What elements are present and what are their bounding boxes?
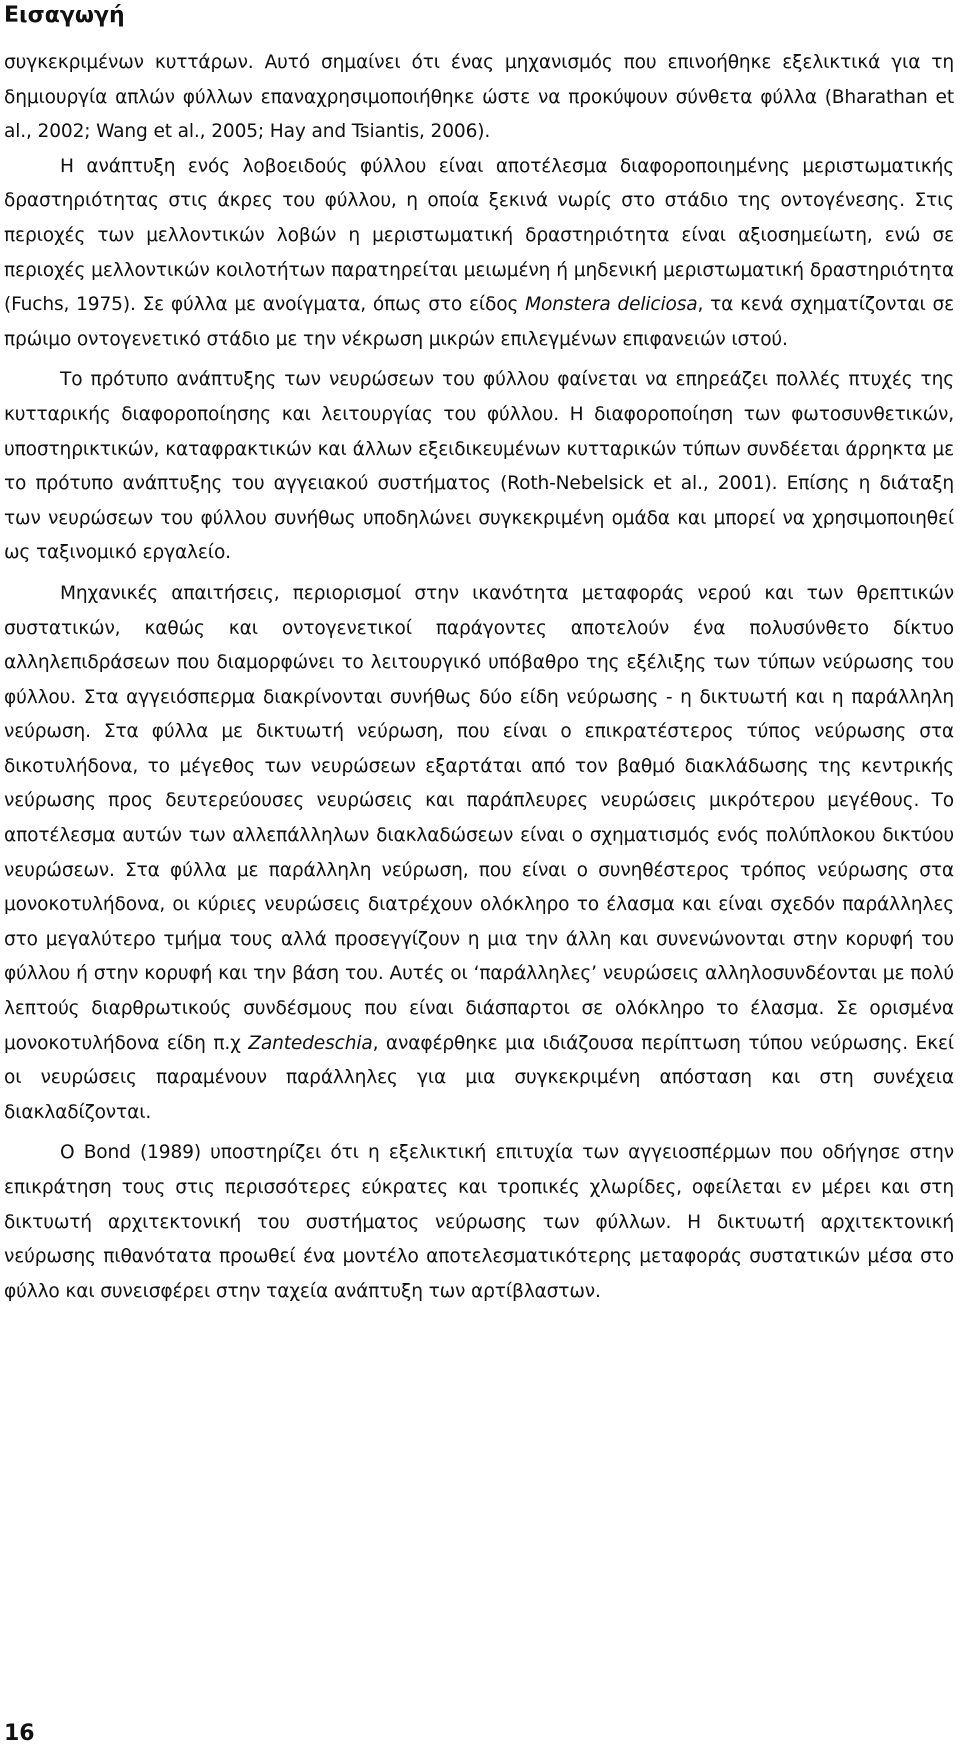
paragraph xyxy=(4,363,954,571)
paragraph xyxy=(4,150,954,358)
text-run: Ο Bond (1989) υποστηρίζει ότι η εξελικτική επιτυχία των αγγειοσπέρμων που οδήγησε στην επικράτηση τους στις περισσότερες εύκρατες και τροπικές χλωρίδες, οφείλεται εν μέρει και στη δικτυωτή αρχιτεκτονική του συστήματος νεύρωσης των φύλλων. Η δικτυωτή αρχιτεκτονική νεύρωσης πιθανότατα προωθεί ένα μοντέλο αποτελεσματικότερης μεταφοράς συστατικών μέσα στο φύλλο και συνεισφέρει στην ταχεία ανάπτυξη των αρτίβλαστων. xyxy=(4,1142,954,1302)
page-number: 16 xyxy=(4,1721,35,1746)
text-run: συγκεκριμένων κυττάρων. Αυτό σημαίνει ότι ένας μηχανισμός που επινοήθηκε εξελικτικά για τη δημιουργία απλών φύλλων επαναχρησιμοποιήθηκε ώστε να προκύψουν σύνθετα φύλλα (Bharathan et al., 2002; Wang et al., 2005; Hay and Tsiantis, 2006). xyxy=(4,52,954,143)
species-name: Zantedeschia xyxy=(248,1032,373,1054)
text-run: , αναφέρθηκε μια ιδιάζουσα περίπτωση τύπου νεύρωσης. Εκεί οι νευρώσεις παραμένουν παράλληλες για μια συγκεκριμένη απόσταση και στη συνέχεια διακλαδίζονται. xyxy=(4,1032,954,1123)
text-run: , τα κενά σχηματίζονται σε πρώιμο οντογενετικό στάδιο με την νέκρωση μικρών επιλεγμένων επιφανειών ιστού. xyxy=(4,294,954,350)
text-run: Το πρότυπο ανάπτυξης των νευρώσεων του φύλλου φαίνεται να επηρεάζει πολλές πτυχές της κυτταρικής διαφοροποίησης και λειτουργίας του φύλλου. Η διαφοροποίηση των φωτοσυνθετικών, υποστηρικτικών, καταφρακτικών και άλλων εξειδικευμένων κυτταρικών τύπων συνδέεται άρρηκτα με το πρότυπο ανάπτυξης του αγγειακού συστήματος (Roth-Nebelsick et al., 2001). Επίσης η διάταξη των νευρώσεων του φύλλου συνήθως υποδηλώνει συγκεκριμένη ομάδα και μπορεί να χρησιμοποιηθεί ως ταξινομικό εργαλείο. xyxy=(4,369,954,564)
paragraph xyxy=(4,1136,954,1309)
text-run: Η ανάπτυξη ενός λοβοειδούς φύλλου είναι αποτέλεσμα διαφοροποιημένης μεριστωματικής δραστηριότητας στις άκρες του φύλλου, η οποία ξεκινά νωρίς στο στάδιο της οντογένεσης. Στις περιοχές των μελλοντικών λοβών η μεριστωματική δραστηριότητα είναι αξιοσημείωτη, ενώ σε περιοχές μελλοντικών κοιλοτήτων παρατηρείται μειωμένη ή μηδενική μεριστωματική δραστηριότητα (Fuchs, 1975). Σε φύλλα με ανοίγματα, όπως στο είδος xyxy=(4,155,954,316)
body-text xyxy=(4,46,954,1309)
species-name: Monstera deliciosa xyxy=(525,294,698,316)
text-run: Μηχανικές απαιτήσεις, περιορισμοί στην ικανότητα μεταφοράς νερού και των θρεπτικών συστατικών, καθώς και οντογενετικοί παράγοντες αποτελούν ένα πολυσύνθετο δίκτυο αλληλεπιδράσεων που διαμορφώνει το λειτουργικό υπόβαθρο της εξέλιξης των τύπων νεύρωσης του φύλλου. Στα αγγειόσπερμα διακρίνονται συνήθως δύο είδη νεύρωσης - η δικτυωτή και η παράλληλη νεύρωση. Στα φύλλα με δικτυωτή νεύρωση, που είναι ο επικρατέστερος τύπος νεύρωσης στα δικοτυλήδονα, το μέγεθος των νευρώσεων εξαρτάται από τον βαθμό διακλάδωσης της κεντρικής νεύρωσης προς δευτερεύουσες νευρώσεις και παράπλευρες νευρώσεις μικρότερου μεγέθους. Το αποτέλεσμα αυτών των αλλεπάλληλων διακλαδώσεων είναι ο σχηματισμός ενός πολύπλοκου δικτύου νευρώσεων. Στα φύλλα με παράλληλη νεύρωση, που είναι ο συνηθέστερος τρόπος νεύρωσης στα μονοκοτυλήδονα, οι κύριες νευρώσεις διατρέχουν ολόκληρο το έλασμα και είναι σχεδόν παράλληλες στο μεγαλύτερο τμήμα τους αλλά προσεγγίζουν η μια την άλλη και συνενώνονται στην κορυφή του φύλλου ή στην κορυφή και την βάση του. Αυτές οι ‘παράλληλες’ νευρώσεις αλληλοσυνδέονται με πολύ λεπτούς διαρθρωτικούς συνδέσμους που είναι διάσπαρτοι σε ολόκληρο το έλασμα. Σε ορισμένα μονοκοτυλήδονα είδη π.χ xyxy=(4,582,954,1054)
section-heading: Εισαγωγή xyxy=(4,3,125,28)
paragraph xyxy=(4,46,954,150)
paragraph xyxy=(4,577,954,1131)
